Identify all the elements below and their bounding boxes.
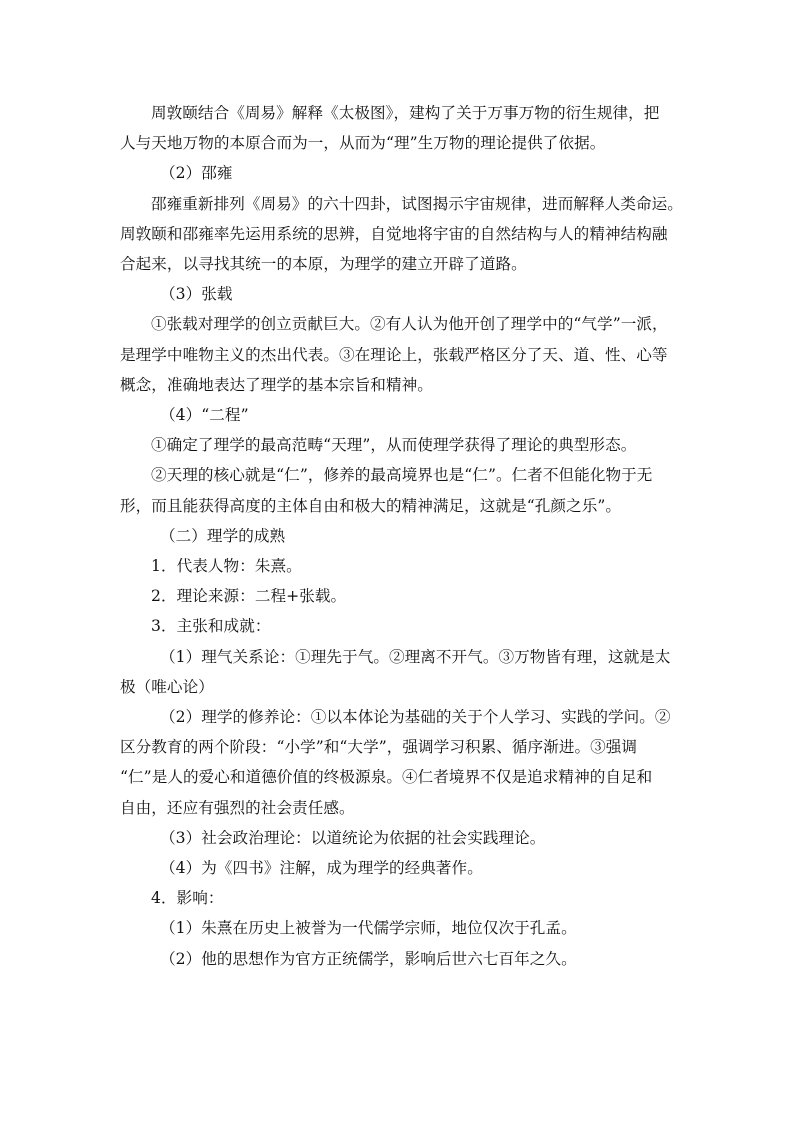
paragraph-line: 3．主张和成就： <box>151 617 271 636</box>
paragraph-line: 极（唯心论） <box>120 677 214 696</box>
paragraph-line: ②天理的核心就是“仁”，修养的最高境界也是“仁”。仁者不但能化物于无 <box>151 466 653 485</box>
paragraph-line: （二）理学的成熟 <box>160 526 286 545</box>
paragraph-line: （4）“二程” <box>160 406 249 425</box>
paragraph-line: （3）社会政治理论：以道统论为依据的社会实践理论。 <box>160 828 546 847</box>
paragraph-line: （2）邵雍 <box>160 164 233 183</box>
paragraph-line: （2）理学的修养论：①以本体论为基础的关于个人学习、实践的学问。② <box>160 708 671 727</box>
paragraph-line: 1．代表人物：朱熹。 <box>151 557 302 576</box>
paragraph-line: 邵雍重新排列《周易》的六十四卦，试图揭示宇宙规律，进而解释人类命运。 <box>151 194 683 213</box>
paragraph-line: 形，而且能获得高度的主体自由和极大的精神满足，这就是“孔颜之乐”。 <box>120 496 622 515</box>
paragraph-line: ①确定了理学的最高范畴“天理”，从而使理学获得了理论的典型形态。 <box>151 436 637 455</box>
paragraph-line: 合起来，以寻找其统一的本原，为理学的建立开辟了道路。 <box>120 255 527 274</box>
document-body <box>120 98 683 974</box>
paragraph-line: “仁”是人的爱心和道德价值的终极源泉。④仁者境界不仅是追求精神的自足和 <box>120 768 653 787</box>
paragraph-line: 是理学中唯物主义的杰出代表。③在理论上，张载严格区分了天、道、性、心等 <box>120 345 668 364</box>
paragraph-line: （1）朱熹在历史上被誉为一代儒学宗师，地位仅次于孔孟。 <box>160 919 577 938</box>
paragraph-line: （4）为《四书》注解，成为理学的经典著作。 <box>160 859 483 878</box>
paragraph-line: 概念，准确地表达了理学的基本宗旨和精神。 <box>120 375 433 394</box>
paragraph-line: （3）张载 <box>160 285 233 304</box>
paragraph-line: 周敦颐结合《周易》解释《太极图》，建构了关于万事万物的衍生规律，把 <box>151 104 660 122</box>
paragraph-line: 周敦颐和邵雍率先运用系统的思辨，自觉地将宇宙的自然结构与人的精神结构融 <box>120 224 668 243</box>
paragraph-line: 4．影响： <box>151 889 224 908</box>
paragraph-line: （1）理气关系论：①理先于气。②理离不开气。③万物皆有理，这就是太 <box>160 647 671 666</box>
paragraph-line: 自由，还应有强烈的社会责任感。 <box>120 798 355 817</box>
paragraph-line: 区分教育的两个阶段：“小学”和“大学”，强调学习积累、循序渐进。③强调 <box>120 738 638 757</box>
paragraph-line: 人与天地万物的本原合而为一，从而为“理”生万物的理论提供了依据。 <box>120 134 606 153</box>
paragraph-line: 2．理论来源：二程+张载。 <box>151 587 347 606</box>
paragraph-line: （2）他的思想作为官方正统儒学，影响后世六七百年之久。 <box>160 949 577 968</box>
paragraph-line: ①张载对理学的创立贡献巨大。②有人认为他开创了理学中的“气学”一派， <box>151 315 668 334</box>
